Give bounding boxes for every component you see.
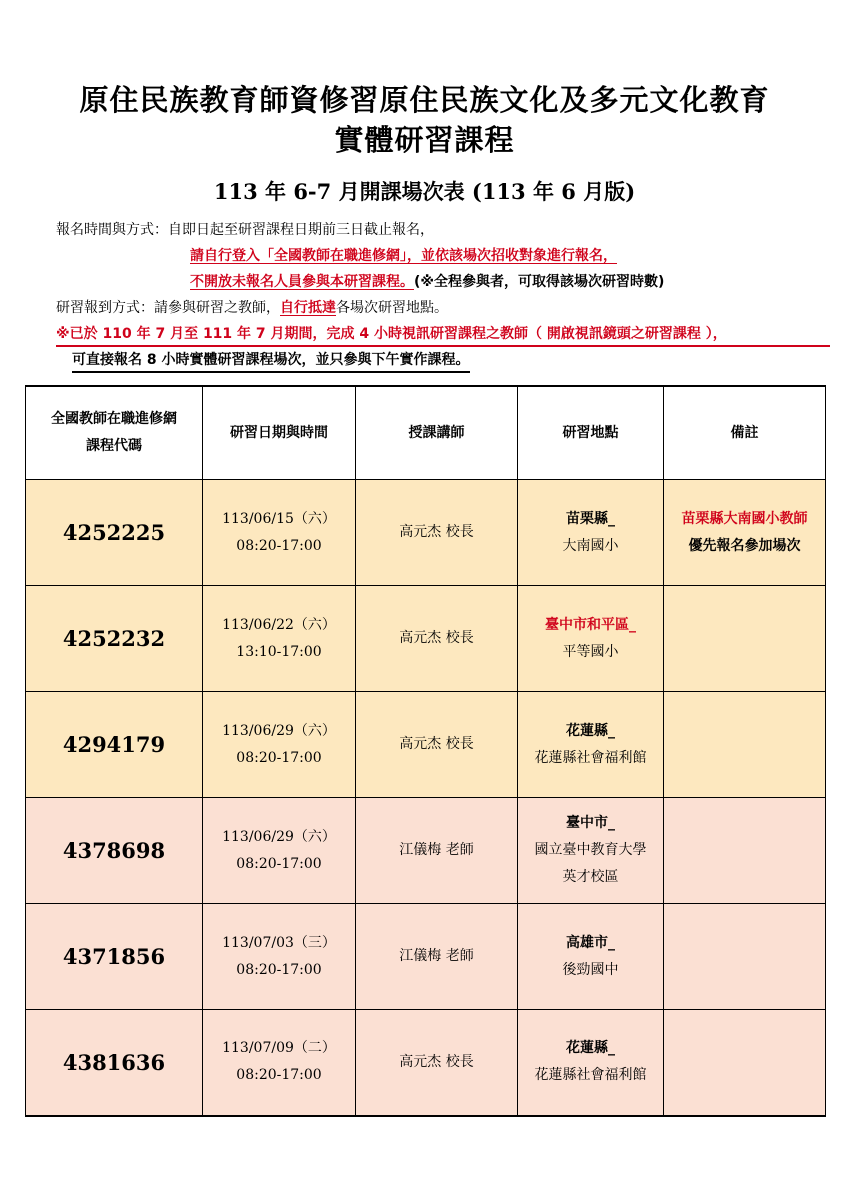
course-code: 4378698	[26, 798, 203, 904]
course-location	[518, 904, 664, 1010]
location-place: 大南國小	[562, 537, 619, 554]
table-row	[26, 586, 826, 692]
course-remark: 苗栗縣大南國小教師 優先報名參加場次	[664, 480, 826, 586]
checkin-note	[56, 297, 448, 317]
location-place: 國立臺中教育大學	[534, 842, 647, 858]
document-title-line1: 原住民族教育師資修習原住民族文化及多元文化教育	[79, 83, 770, 117]
restriction-text: 不開放未報名人員參與本研習課程。	[190, 274, 414, 290]
document-title-line2: 實體研習課程	[334, 123, 515, 157]
course-remark	[664, 798, 826, 904]
table-row	[26, 904, 826, 1010]
course-datetime: 113/06/29（六） 08:20-17:00	[203, 692, 356, 798]
course-datetime: 113/07/03（三） 08:20-17:00	[203, 904, 356, 1010]
course-teacher: 高元杰 校長	[356, 480, 518, 586]
course-location	[518, 1010, 664, 1116]
location-place: 花蓮縣社會福利館	[534, 749, 647, 766]
course-teacher: 高元杰 校長	[356, 1010, 518, 1116]
location-place: 花蓮縣社會福利館	[534, 1067, 647, 1084]
course-teacher: 高元杰 校長	[356, 586, 518, 692]
course-code: 4381636	[26, 1010, 203, 1116]
course-code: 4252232	[26, 586, 203, 692]
header-teacher: 授課講師	[356, 386, 518, 480]
course-location	[518, 480, 664, 586]
checkin-emphasis: 自行抵達	[280, 300, 336, 316]
course-code: 4371856	[26, 904, 203, 1010]
location-city: 花蓮縣_	[566, 1040, 615, 1057]
location-place: 後勁國中	[562, 961, 619, 978]
table-row	[26, 1010, 826, 1116]
restriction-hours-note: (※全程參與者，可取得該場次研習時數)	[414, 274, 665, 290]
location-city: 花蓮縣_	[566, 722, 615, 739]
course-datetime: 113/06/15（六） 08:20-17:00	[203, 480, 356, 586]
location-city: 臺中市和平區_	[545, 616, 636, 633]
course-teacher: 江儀梅 老師	[356, 798, 518, 904]
course-remark	[664, 586, 826, 692]
direct-registration-note: 可直接報名 8 小時實體研習課程場次，並只參與下午實作課程。	[72, 349, 470, 373]
header-remark: 備註	[664, 386, 826, 480]
course-remark	[664, 904, 826, 1010]
schedule-table	[25, 385, 826, 1117]
table-row	[26, 692, 826, 798]
prior-completion-note: ※已於 110 年 7 月至 111 年 7 月期間，完成 4 小時視訊研習課程之教師（ 開啟視訊鏡頭之研習課程 ），	[56, 323, 830, 347]
course-remark	[664, 1010, 826, 1116]
document-subtitle: 113 年 6-7 月開課場次表 (113 年 6 月版)	[213, 179, 636, 204]
table-header-row	[26, 386, 826, 480]
course-location	[518, 586, 664, 692]
course-datetime: 113/06/22（六） 13:10-17:00	[203, 586, 356, 692]
course-datetime: 113/07/09（二） 08:20-17:00	[203, 1010, 356, 1116]
header-datetime: 研習日期與時間	[203, 386, 356, 480]
course-code: 4294179	[26, 692, 203, 798]
location-city: 臺中市_	[566, 815, 615, 831]
header-location: 研習地點	[518, 386, 664, 480]
course-remark	[664, 692, 826, 798]
registration-instruction: 請自行登入「全國教師在職進修網」，並依該場次招收對象進行報名，	[190, 248, 617, 264]
registration-note: 報名時間與方式：自即日起至研習課程日期前三日截止報名，	[56, 222, 434, 238]
header-course-code: 全國教師在職進修網 課程代碼	[26, 386, 203, 480]
checkin-text-b: 各場次研習地點。	[336, 300, 448, 316]
location-campus: 英才校區	[562, 869, 619, 885]
checkin-text-a: 研習報到方式：請參與研習之教師，	[56, 300, 280, 316]
location-city: 苗栗縣_	[566, 510, 615, 527]
location-place: 平等國小	[562, 643, 619, 660]
location-city: 高雄市_	[566, 934, 615, 951]
course-teacher: 高元杰 校長	[356, 692, 518, 798]
course-code: 4252225	[26, 480, 203, 586]
course-teacher: 江儀梅 老師	[356, 904, 518, 1010]
table-row	[26, 480, 826, 586]
registration-restriction	[190, 271, 664, 291]
course-location	[518, 692, 664, 798]
course-datetime: 113/06/29（六） 08:20-17:00	[203, 798, 356, 904]
course-location	[518, 798, 664, 904]
table-row	[26, 798, 826, 904]
